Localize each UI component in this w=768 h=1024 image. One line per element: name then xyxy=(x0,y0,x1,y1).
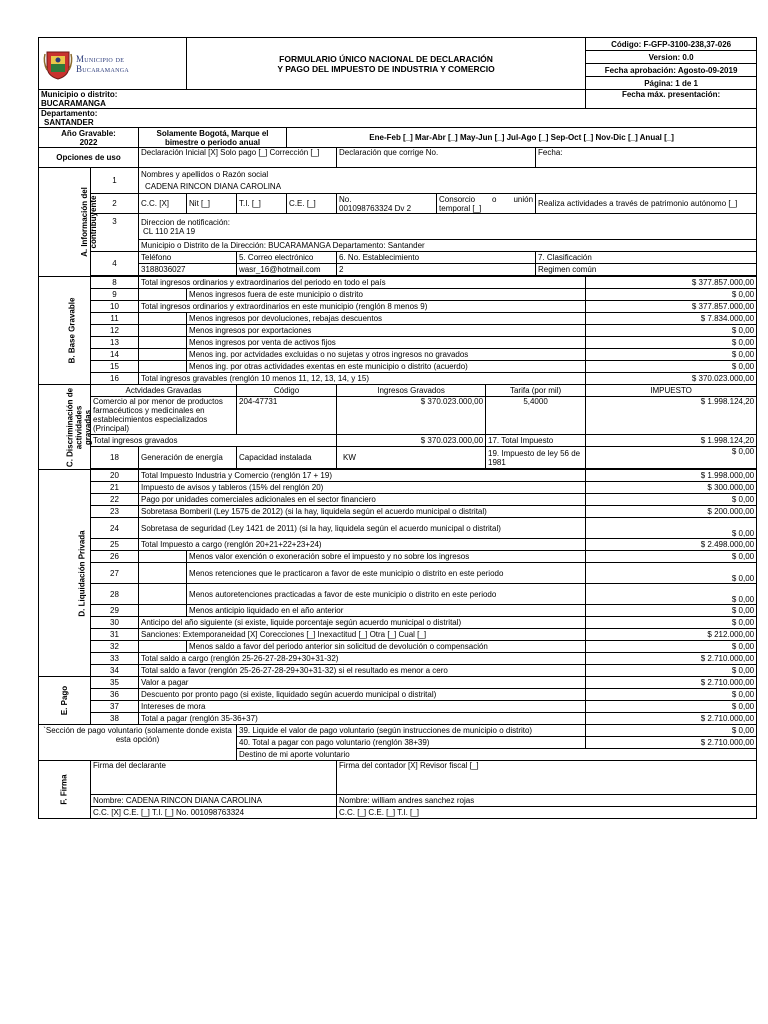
doc-number-label: No. xyxy=(339,194,352,204)
row-label: Menos saldo a favor del periodo anterior sin solicitud de devolución o compensación xyxy=(187,641,586,653)
row-label: Impuesto de avisos y tableros (15% del renglón 20) xyxy=(139,482,586,494)
consorcio: Consorcio o unión temporal [_] xyxy=(437,194,536,214)
row-value: $ 2.710.000,00 xyxy=(586,653,757,665)
indent-spacer xyxy=(139,325,187,337)
row-label: Menos ing. por otras actividades exentas en este municipio o distrito (acuerdo) xyxy=(187,361,586,373)
row-value: $ 212.000,00 xyxy=(586,629,757,641)
ley-56-value: $ 0,00 xyxy=(586,447,757,469)
indent-spacer xyxy=(139,289,187,301)
row-number: 2 xyxy=(91,194,139,214)
row-number: 37 xyxy=(91,701,139,713)
row-value: $ 0,00 xyxy=(586,494,757,506)
row-label: Total Impuesto Industria y Comercio (renglón 17 + 19) xyxy=(139,470,586,482)
row-value: $ 1.998.000,00 xyxy=(586,470,757,482)
indent-spacer xyxy=(139,551,187,563)
row-number: 15 xyxy=(91,361,139,373)
fecha-max: Fecha máx. presentación: xyxy=(586,90,757,109)
form-title xyxy=(187,38,586,90)
row-label: Menos ingresos por exportaciones xyxy=(187,325,586,337)
direccion-municipio: Municipio o Distrito de la Dirección: BUCARAMANGA Departamento: Santander xyxy=(139,240,757,252)
row-number: 14 xyxy=(91,349,139,361)
declaracion-fecha: Fecha: xyxy=(536,148,757,168)
indent-spacer xyxy=(139,584,187,605)
row-label: Total saldo a cargo (renglón 25-26-27-28-29+30+31-32) xyxy=(139,653,586,665)
section-c-label: C. Discriminación de actividades gravadas xyxy=(65,387,93,467)
row-number: 16 xyxy=(91,373,139,385)
row-value: $ 377.857.000,00 xyxy=(586,277,757,289)
telefono-value: 3188036027 xyxy=(139,264,237,276)
row-label: Anticipo del año siguiente (si existe, liquide porcentaje según acuerdo municipal o distrital) xyxy=(139,617,586,629)
actividad-tarifa: 5,4000 xyxy=(486,397,586,435)
fecha-aprobacion: Fecha aprobación: Agosto-09-2019 xyxy=(586,64,757,77)
codigo: Código: F-GFP-3100-238,37-026 xyxy=(586,38,757,51)
opciones-label: Opciones de uso xyxy=(39,148,139,168)
section-f xyxy=(39,761,91,819)
h-ingresos: Ingresos Gravados xyxy=(337,385,486,397)
destino-aporte: Destino de mi aporte voluntario xyxy=(237,749,757,761)
row-value: $ 0,00 xyxy=(586,325,757,337)
indent-spacer xyxy=(139,563,187,584)
row-number: 8 xyxy=(91,277,139,289)
row-label: Sobretasa de seguridad (Ley 1421 de 2011) (si la hay, liquidela según el acuerdo municipal o distrital) xyxy=(139,518,586,539)
indent-spacer xyxy=(139,349,187,361)
section-b-label: B. Base Gravable xyxy=(67,297,77,364)
row-value: $ 300.000,00 xyxy=(586,482,757,494)
row-value: $ 7.834.000,00 xyxy=(586,313,757,325)
row-label: Total ingresos ordinarios y extraordinarios en este municipio (renglón 8 menos 9) xyxy=(139,301,586,313)
doc-ti: T.I. [_] xyxy=(237,194,287,214)
h-impuesto: IMPUESTO xyxy=(586,385,757,397)
row-value: $ 2.710.000,00 xyxy=(586,713,757,725)
row-value: $ 200.000,00 xyxy=(586,506,757,518)
total-impuesto-value: $ 1.998.124,20 xyxy=(586,435,757,447)
row-label: Menos valor exención o exoneración sobre el impuesto y no sobre los ingresos xyxy=(187,551,586,563)
row-number: 27 xyxy=(91,563,139,584)
nombre-contador: Nombre: william andres sanchez rojas xyxy=(337,795,757,807)
capacidad-instalada: Capacidad instalada xyxy=(237,447,337,469)
row-label: Descuento por pronto pago (si existe, liquidado según acuerdo municipal o distrital) xyxy=(139,689,586,701)
municipio-label: Municipio o distrito: xyxy=(41,90,118,99)
row-number: 25 xyxy=(91,539,139,551)
total-ingresos-label: Total ingresos gravados xyxy=(91,435,337,447)
doc-ce: C.E. [_] xyxy=(287,194,337,214)
section-c xyxy=(39,385,91,470)
row-label: Total ingresos ordinarios y extraordinarios del periodo en todo el país xyxy=(139,277,586,289)
row-number: 18 xyxy=(91,447,139,469)
row-number: 35 xyxy=(91,677,139,689)
section-a-label: A. Información del contribuyente xyxy=(80,187,98,257)
bogota-note xyxy=(139,128,287,148)
row-label: Valor a pagar xyxy=(139,677,586,689)
r39-value: $ 0,00 xyxy=(586,725,757,737)
row-label: Sobretasa Bomberil (Ley 1575 de 2012) (si la hay, liquidela según el acuerdo municipal o distrital) xyxy=(139,506,586,518)
row-value: $ 0,00 xyxy=(586,605,757,617)
patrimonio: Realiza actividades a través de patrimonio autónomo [_] xyxy=(536,194,757,214)
total-impuesto-label: 17. Total Impuesto xyxy=(486,435,586,447)
section-b xyxy=(39,277,91,385)
row-value: $ 2.498.000,00 xyxy=(586,539,757,551)
ano-label: Año Gravable: xyxy=(61,128,116,138)
generacion-energia: Generación de energía xyxy=(139,447,237,469)
row-value: $ 0,00 xyxy=(586,689,757,701)
r40-value: $ 2.710.000,00 xyxy=(586,737,757,749)
row-number: 12 xyxy=(91,325,139,337)
tax-form xyxy=(38,37,756,819)
ano-value: 2022 xyxy=(79,137,98,147)
bogota-line-2: bimestre o periodo anual xyxy=(164,137,261,147)
firma-declarante[interactable]: Firma del declarante xyxy=(91,761,337,795)
indent-spacer xyxy=(139,605,187,617)
row-value: $ 0,00 xyxy=(586,361,757,373)
doc-number-value: 001098763324 Dv 2 xyxy=(339,203,412,213)
row-number: 22 xyxy=(91,494,139,506)
doc-nit: Nit [_] xyxy=(187,194,237,214)
section-e-label: E. Pago xyxy=(60,685,69,716)
row-label: Sanciones: Extemporaneidad [X] Corecciones [_] Inexactitud [_] Otra [_] Cual [_] xyxy=(139,629,586,641)
form-table xyxy=(38,37,757,819)
row-value: $ 0,00 xyxy=(586,518,757,539)
razon-social-label: Nombres y apellidos o Razón social xyxy=(141,170,269,179)
row-value: $ 0,00 xyxy=(586,584,757,605)
logo-cell xyxy=(39,38,187,90)
row-number: 13 xyxy=(91,337,139,349)
row-value: $ 370.023.000,00 xyxy=(586,373,757,385)
indent-spacer xyxy=(139,361,187,373)
row-label: Menos retenciones que le practicaron a favor de este municipio o distrito en este periodo xyxy=(187,563,586,584)
voluntario-label: `Sección de pago voluntario (solamente donde exista esta opción) xyxy=(39,725,237,761)
section-f-label: F. Firma xyxy=(59,774,69,805)
row-label: Intereses de mora xyxy=(139,701,586,713)
actividad-codigo: 204-47731 xyxy=(237,397,337,435)
doc-cc: C.C. [X] xyxy=(139,194,187,214)
h-codigo: Código xyxy=(237,385,337,397)
pagina: Página: 1 de 1 xyxy=(586,77,757,90)
row-value: $ 0,00 xyxy=(586,617,757,629)
doc-number xyxy=(337,194,437,214)
row-number: 29 xyxy=(91,605,139,617)
h-actividades: Actvidades Gravadas xyxy=(91,385,237,397)
row-value: $ 0,00 xyxy=(586,551,757,563)
ano-gravable xyxy=(39,128,139,148)
r39-label: 39. Liquide el valor de pago voluntario (según instrucciones de municipio o distrito) xyxy=(237,725,586,737)
row-number: 23 xyxy=(91,506,139,518)
row-value: $ 377.857.000,00 xyxy=(586,301,757,313)
h-tarifa: Tarifa (por mil) xyxy=(486,385,586,397)
row-value: $ 0,00 xyxy=(586,289,757,301)
logo-wordmark xyxy=(76,54,129,74)
indent-spacer xyxy=(139,641,187,653)
row-value: $ 0,00 xyxy=(586,337,757,349)
row-number: 36 xyxy=(91,689,139,701)
row-number: 21 xyxy=(91,482,139,494)
periodos: Ene-Feb [_] Mar-Abr [_] May-Jun [_] Jul-Ago [_] Sep-Oct [_] Nov-Dic [_] Anual [_] xyxy=(287,128,757,148)
row-number: 11 xyxy=(91,313,139,325)
row-number: 28 xyxy=(91,584,139,605)
actividad-desc: Comercio al por menor de productos farmacéuticos y medicinales en establecimientos especializados (Principal) xyxy=(91,397,237,435)
direccion-value: CL 110 21A 19 xyxy=(143,226,196,236)
section-e xyxy=(39,677,91,725)
telefono-label: Teléfono xyxy=(139,252,237,264)
email-value: wasr_16@hotmail.com xyxy=(237,264,337,276)
row-number: 4 xyxy=(91,252,139,276)
row-number: 9 xyxy=(91,289,139,301)
logo-line-1: Municipio de xyxy=(76,53,125,64)
title-line-1: FORMULARIO ÚNICO NACIONAL DE DECLARACIÓN xyxy=(279,53,493,64)
nombre-declarante: Nombre: CADENA RINCON DIANA CAROLINA xyxy=(91,795,337,807)
row-number: 3 xyxy=(91,214,139,252)
row-value: $ 0,00 xyxy=(586,641,757,653)
row-number: 30 xyxy=(91,617,139,629)
direccion-cell xyxy=(139,214,757,240)
row-number: 31 xyxy=(91,629,139,641)
clasificacion-label: 7. Clasificación xyxy=(536,252,757,264)
clasificacion-value: Regimen común xyxy=(536,264,757,276)
total-ingresos-value: $ 370.023.000,00 xyxy=(337,435,486,447)
row-value: $ 0,00 xyxy=(586,701,757,713)
actividad-ingresos: $ 370.023.000,00 xyxy=(337,397,486,435)
version: Version: 0.0 xyxy=(586,51,757,64)
row-number: 26 xyxy=(91,551,139,563)
declaracion-opciones: Declaración Inicial [X] Solo pago [_] Corrección [_] xyxy=(139,148,337,168)
razon-social-cell xyxy=(139,168,757,194)
declaracion-corrige: Declaración que corrige No. xyxy=(337,148,536,168)
row-label: Menos ingresos fuera de este municipio o distrito xyxy=(187,289,586,301)
row-label: Menos ingresos por devoluciones, rebajas descuentos xyxy=(187,313,586,325)
establecimiento-label: 6. No. Establecimiento xyxy=(337,252,536,264)
row-label: Menos autoretenciones practicadas a favor de este municipio o distrito en este periodo xyxy=(187,584,586,605)
row-number: 34 xyxy=(91,665,139,677)
r40-label: 40. Total a pagar con pago voluntario (renglón 38+39) xyxy=(237,737,586,749)
direccion-label: Direccion de notificación: xyxy=(141,217,230,227)
ley-56-label: 19. Impuesto de ley 56 de 1981 xyxy=(486,447,586,469)
row-number: 33 xyxy=(91,653,139,665)
bogota-line-1: Solamente Bogotá, Marque el xyxy=(156,128,269,138)
indent-spacer xyxy=(139,337,187,349)
row-label: Total Impuesto a cargo (renglón 20+21+22+23+24) xyxy=(139,539,586,551)
row-number: 1 xyxy=(91,168,139,194)
row-number: 24 xyxy=(91,518,139,539)
kw-label: KW xyxy=(337,447,486,469)
section-d-label: D. Liquidación Privada xyxy=(77,529,87,617)
logo-line-2: Bucaramanga xyxy=(76,63,129,74)
row-label: Total a pagar (renglón 35-36+37) xyxy=(139,713,586,725)
municipio-cell xyxy=(39,90,586,109)
municipio-value: BUCARAMANGA xyxy=(41,99,106,108)
departamento-cell xyxy=(39,109,757,128)
establecimiento-value: 2 xyxy=(337,264,536,276)
row-label: Menos ingresos por venta de activos fijos xyxy=(187,337,586,349)
row-label: Pago por unidades comerciales adicionales en el sector financiero xyxy=(139,494,586,506)
indent-spacer xyxy=(139,313,187,325)
row-number: 38 xyxy=(91,713,139,725)
row-label: Menos ing. por actvidades excluidas o no sujetas y otros ingresos no gravados xyxy=(187,349,586,361)
coat-of-arms-icon xyxy=(43,48,73,80)
row-value: $ 0,00 xyxy=(586,665,757,677)
departamento-value: SANTANDER xyxy=(44,118,94,127)
razon-social-value: CADENA RINCON DIANA CAROLINA xyxy=(145,182,282,191)
row-number: 20 xyxy=(91,470,139,482)
section-a xyxy=(39,168,98,277)
row-value: $ 0,00 xyxy=(586,563,757,584)
actividad-impuesto: $ 1.998.124,20 xyxy=(586,397,757,435)
title-line-2: Y PAGO DEL IMPUESTO DE INDUSTRIA Y COMERCIO xyxy=(277,63,495,74)
email-label: 5. Correo electrónico xyxy=(237,252,337,264)
section-d xyxy=(39,470,91,677)
row-label: Total ingresos gravables (renglón 10 menos 11, 12, 13, 14, y 15) xyxy=(139,373,586,385)
row-label: Total saldo a favor (renglón 25-26-27-28-29+30+31-32) si el resultado es menor a cero xyxy=(139,665,586,677)
row-value: $ 0,00 xyxy=(586,349,757,361)
row-number: 32 xyxy=(91,641,139,653)
departamento-label: Departamento: xyxy=(41,109,98,118)
row-label: Menos anticipio liquidado en el año anterior xyxy=(187,605,586,617)
doc-declarante: C.C. [X] C.E. [_] T.I. [_] No. 001098763324 xyxy=(91,807,337,819)
row-value: $ 2.710.000,00 xyxy=(586,677,757,689)
doc-contador: C.C. [_] C.E. [_] T.I. [_] xyxy=(337,807,757,819)
firma-contador[interactable]: Firma del contador [X] Revisor fiscal [_] xyxy=(337,761,757,795)
row-number: 10 xyxy=(91,301,139,313)
